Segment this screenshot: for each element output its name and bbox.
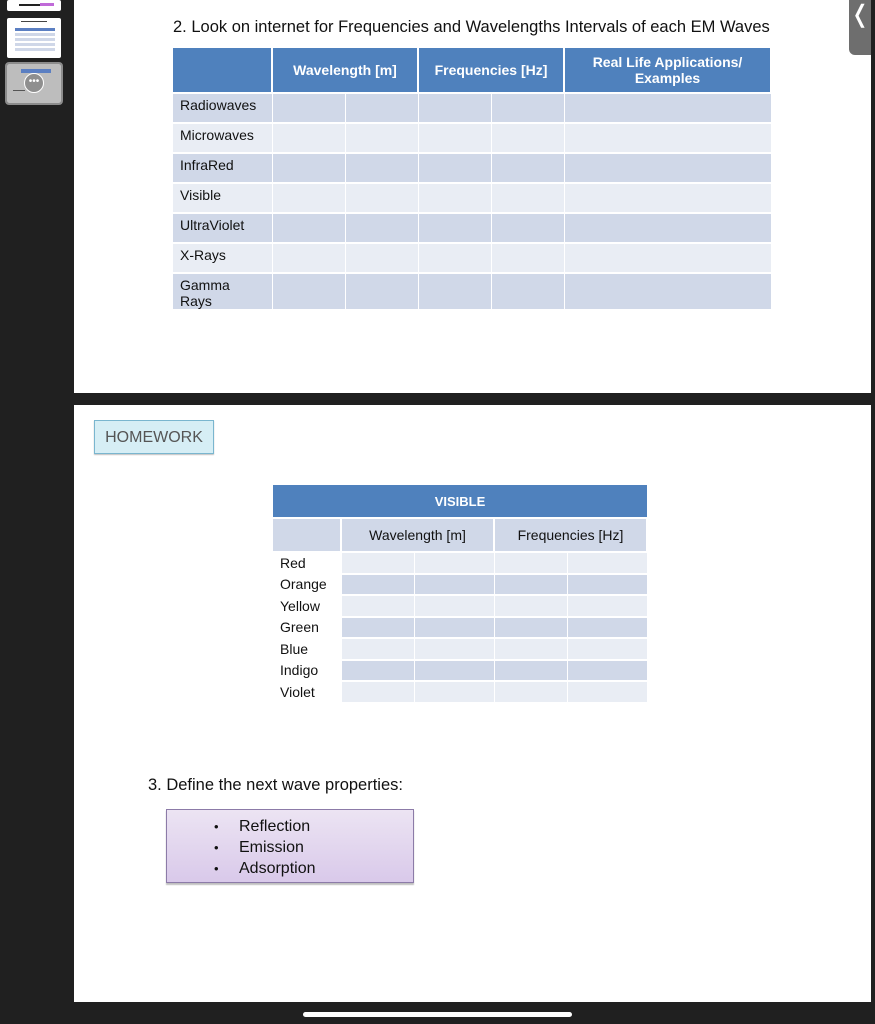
row-label: X-Rays	[173, 243, 272, 273]
table-cell[interactable]	[491, 183, 564, 213]
table-cell[interactable]	[414, 574, 494, 596]
table-cell[interactable]	[491, 243, 564, 273]
list-item: • Adsorption	[239, 858, 413, 879]
row-label: Red	[273, 552, 341, 574]
table-cell[interactable]	[341, 681, 414, 703]
row-label: InfraRed	[173, 153, 272, 183]
table-cell[interactable]	[564, 273, 771, 310]
table-row	[173, 273, 771, 310]
table-cell[interactable]	[345, 273, 418, 310]
slide-thumbnail-2[interactable]	[7, 18, 61, 58]
table-cell[interactable]	[345, 93, 418, 123]
em-waves-table	[173, 48, 772, 311]
table-row	[273, 617, 647, 639]
table-row	[273, 574, 647, 596]
table-cell[interactable]	[494, 617, 567, 639]
wave-properties-box	[166, 809, 414, 883]
table-cell[interactable]	[272, 123, 345, 153]
table-cell[interactable]	[494, 595, 567, 617]
slide-thumbnail-3[interactable]	[7, 64, 61, 103]
row-label: Microwaves	[173, 123, 272, 153]
table-cell[interactable]	[491, 273, 564, 310]
table-cell[interactable]	[272, 243, 345, 273]
subheader-blank	[273, 518, 341, 552]
table-cell[interactable]	[345, 183, 418, 213]
table-cell[interactable]	[418, 183, 491, 213]
row-label: Yellow	[273, 595, 341, 617]
table-cell[interactable]	[272, 213, 345, 243]
table-cell[interactable]	[341, 638, 414, 660]
table-cell[interactable]	[494, 552, 567, 574]
table-cell[interactable]	[494, 681, 567, 703]
table-cell[interactable]	[491, 123, 564, 153]
table-cell[interactable]	[564, 123, 771, 153]
table-cell[interactable]	[345, 123, 418, 153]
question-3: 3. Define the next wave properties:	[148, 776, 403, 794]
table-cell[interactable]	[345, 243, 418, 273]
table-cell[interactable]	[272, 183, 345, 213]
table-cell[interactable]	[341, 617, 414, 639]
subheader-wavelength: Wavelength [m]	[341, 518, 494, 552]
slide-em-waves	[74, 0, 871, 393]
table-row	[273, 638, 647, 660]
table-cell[interactable]	[567, 574, 647, 596]
more-icon[interactable]: •••	[24, 73, 44, 93]
slide-thumbnail-1[interactable]	[7, 0, 61, 11]
table-cell[interactable]	[564, 93, 771, 123]
table-cell[interactable]	[567, 660, 647, 682]
table-cell[interactable]	[494, 574, 567, 596]
table-cell[interactable]	[341, 552, 414, 574]
table-cell[interactable]	[491, 213, 564, 243]
row-label: UltraViolet	[173, 213, 272, 243]
table-cell[interactable]	[341, 595, 414, 617]
table-row	[273, 681, 647, 703]
table-row	[173, 123, 771, 153]
table-cell[interactable]	[418, 153, 491, 183]
table-row	[273, 660, 647, 682]
row-label: Radiowaves	[173, 93, 272, 123]
header-applications: Real Life Applications/ Examples	[564, 48, 771, 93]
header-blank	[173, 48, 272, 93]
table-row	[173, 153, 771, 183]
table-cell[interactable]	[567, 638, 647, 660]
table-row	[273, 595, 647, 617]
row-label: Blue	[273, 638, 341, 660]
header-wavelength: Wavelength [m]	[272, 48, 418, 93]
homework-button[interactable]: HOMEWORK	[94, 420, 214, 454]
row-label: Visible	[173, 183, 272, 213]
row-label: Gamma Rays	[173, 273, 272, 310]
visible-header: VISIBLE	[273, 485, 647, 518]
table-cell[interactable]	[272, 153, 345, 183]
home-indicator[interactable]	[303, 1012, 572, 1017]
table-cell[interactable]	[567, 681, 647, 703]
table-cell[interactable]	[414, 638, 494, 660]
list-item: • Reflection	[239, 816, 413, 837]
table-cell[interactable]	[567, 595, 647, 617]
row-label: Green	[273, 617, 341, 639]
table-cell[interactable]	[414, 660, 494, 682]
table-cell[interactable]	[418, 243, 491, 273]
table-cell[interactable]	[567, 617, 647, 639]
table-cell[interactable]	[564, 183, 771, 213]
row-label: Indigo	[273, 660, 341, 682]
slide-homework	[74, 405, 871, 1002]
table-row	[173, 213, 771, 243]
list-item: • Emission	[239, 837, 413, 858]
table-row	[173, 93, 771, 123]
table-cell[interactable]	[345, 213, 418, 243]
table-cell[interactable]	[491, 153, 564, 183]
table-cell[interactable]	[341, 574, 414, 596]
question-2: 2. Look on internet for Frequencies and Wavelengths Intervals of each EM Waves	[173, 18, 770, 36]
table-cell[interactable]	[272, 273, 345, 310]
visible-spectrum-table	[273, 485, 648, 704]
table-cell[interactable]	[567, 552, 647, 574]
table-cell[interactable]	[414, 552, 494, 574]
chevron-left-icon[interactable]: ❬	[849, 0, 871, 55]
table-row	[273, 552, 647, 574]
table-cell[interactable]	[494, 660, 567, 682]
table-cell[interactable]	[491, 93, 564, 123]
row-label: Orange	[273, 574, 341, 596]
table-cell[interactable]	[418, 93, 491, 123]
table-cell[interactable]	[414, 681, 494, 703]
table-cell[interactable]	[414, 595, 494, 617]
table-row	[173, 243, 771, 273]
table-cell[interactable]	[345, 153, 418, 183]
table-cell[interactable]	[564, 213, 771, 243]
header-frequencies: Frequencies [Hz]	[418, 48, 564, 93]
table-row	[173, 183, 771, 213]
table-cell[interactable]	[494, 638, 567, 660]
row-label: Violet	[273, 681, 341, 703]
table-cell[interactable]	[564, 243, 771, 273]
table-cell[interactable]	[341, 660, 414, 682]
table-cell[interactable]	[418, 213, 491, 243]
table-cell[interactable]	[564, 153, 771, 183]
table-cell[interactable]	[418, 123, 491, 153]
subheader-frequencies: Frequencies [Hz]	[494, 518, 647, 552]
table-cell[interactable]	[414, 617, 494, 639]
table-cell[interactable]	[418, 273, 491, 310]
table-cell[interactable]	[272, 93, 345, 123]
